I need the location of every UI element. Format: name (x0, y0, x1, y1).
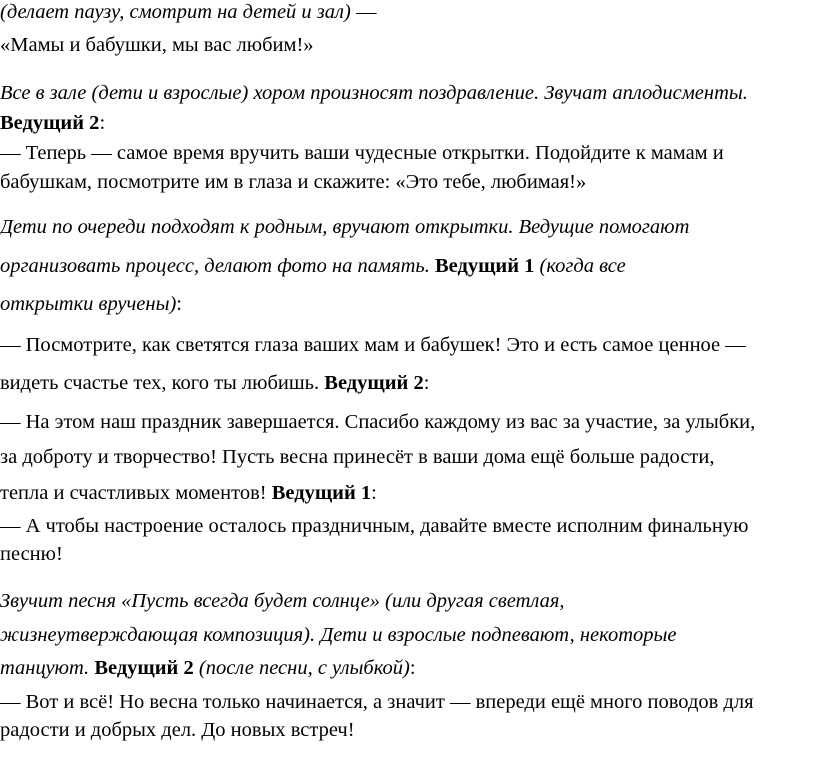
text-run: бабушкам, посмотрите им в глаза и скажите: «Это тебе, любимая!» (0, 171, 587, 193)
text-line (0, 447, 714, 468)
text-run: за доброту и творчество! Пусть весна принесёт в ваши дома ещё больше радости, (0, 446, 715, 468)
text-run: — (350, 1, 377, 23)
stage-direction: танцуют. (0, 657, 90, 679)
text-line (0, 113, 105, 134)
text-run: — Вот и всё! Но весна только начинается, а значит — впереди ещё много поводов для (0, 691, 754, 713)
text-line (0, 143, 724, 164)
text-line (0, 412, 755, 433)
text-run: : (371, 482, 377, 504)
text-run: «Мамы и бабушки, мы вас любим!» (0, 34, 314, 56)
speaker-label: Ведущий 1 (271, 482, 372, 504)
text-run: — Посмотрите, как светятся глаза ваших мам и бабушек! Это и есть самое ценное — (0, 334, 746, 356)
text-line (0, 294, 182, 315)
text-line (0, 83, 748, 104)
stage-direction: открытки вручены) (0, 293, 177, 315)
stage-direction: Все в зале (дети и взрослые) хором произносят поздравление. Звучат аплодисменты. (0, 82, 748, 104)
text-line (0, 692, 754, 713)
text-run: — А чтобы настроение осталось праздничным, давайте вместе исполним финальную (0, 515, 749, 537)
stage-direction: Звучит песня «Пусть всегда будет солнце» (или другая светлая, (0, 590, 565, 612)
text-run: радости и добрых дел. До новых встреч! (0, 719, 355, 741)
text-line (0, 2, 376, 23)
text-line (0, 625, 677, 646)
text-line (0, 544, 63, 565)
text-line (0, 373, 429, 394)
text-line (0, 720, 355, 741)
text-line (0, 256, 626, 277)
text-line (0, 217, 689, 238)
stage-direction: жизнеутверждающая композиция). Дети и взрослые подпевают, некоторые (0, 624, 677, 646)
stage-direction: (делает паузу, смотрит на детей и зал) (0, 1, 351, 23)
text-line (0, 516, 748, 537)
text-line (0, 335, 746, 356)
speaker-label: Ведущий 2 (0, 112, 100, 134)
text-line (0, 483, 377, 504)
text-run: : (99, 112, 106, 134)
stage-direction: (когда все (534, 255, 626, 277)
text-line (0, 658, 416, 679)
text-run: тепла и счастливых моментов! (0, 482, 272, 504)
text-run: : (176, 293, 182, 315)
text-run: : (409, 657, 416, 679)
text-line (0, 172, 586, 193)
text-run: видеть счастье тех, кого ты любишь. (0, 372, 325, 394)
stage-direction: Дети по очереди подходят к родным, вручают открытки. Ведущие помогают (0, 216, 690, 238)
stage-direction: (после песни, с улыбкой) (193, 657, 410, 679)
text-line (0, 35, 314, 56)
stage-direction: организовать процесс, делают фото на память. (0, 255, 430, 277)
text-run: : (423, 372, 430, 394)
speaker-label: Ведущий 1 (429, 255, 535, 277)
text-run: — На этом наш праздник завершается. Спасибо каждому из вас за участие, за улыбки, (0, 411, 756, 433)
speaker-label: Ведущий 2 (89, 657, 194, 679)
text-run: — Теперь — самое время вручить ваши чудесные открытки. Подойдите к мамам и (0, 142, 724, 164)
text-line (0, 591, 565, 612)
text-run: песню! (0, 543, 63, 565)
speaker-label: Ведущий 2 (324, 372, 424, 394)
